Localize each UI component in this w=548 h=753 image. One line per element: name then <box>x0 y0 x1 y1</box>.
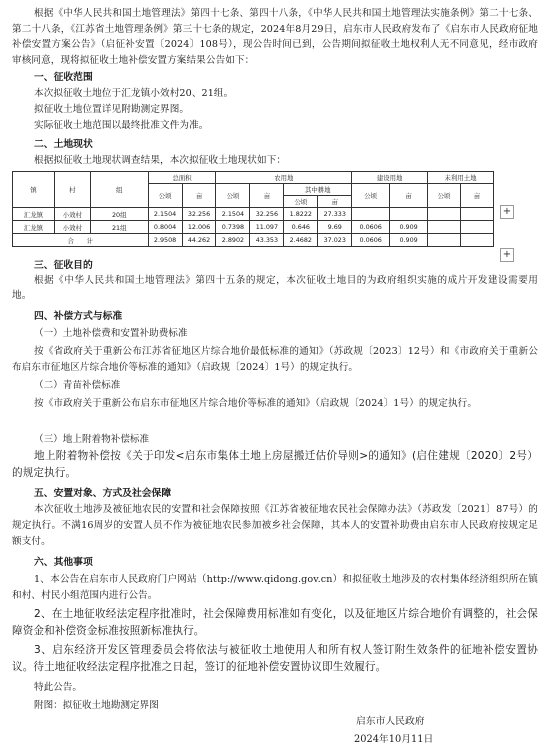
cell-value: 11.097 <box>250 221 284 234</box>
signature-org: 启东市人民政府 <box>356 716 425 727</box>
section-3-text-1: 根据《中华人民共和国土地管理法》第四十五条的规定，本次征收土地目的为政府组织实施的成片开发建设需要用地。 <box>12 275 538 301</box>
unit-mu: 亩 <box>390 184 428 208</box>
section-4-sub-3: （三）地上附着物补偿标准 <box>34 434 150 445</box>
cell-value: 27.333 <box>318 208 352 221</box>
cell-value <box>428 221 461 234</box>
section-1-text-3: 实际征收土地范围以最终批准文件为准。 <box>34 120 209 131</box>
signature-date: 2024年10月11日 <box>354 734 434 745</box>
section-6-text-1: 1、本公告在启东市人民政府门户网站（http://www.qidong.gov.cn）和拟征收土地涉及的农村集体经济组织所在镇和村、村民小组范围内进行公告。 <box>12 574 538 601</box>
header-town: 镇 <box>13 172 55 208</box>
cell-value <box>460 208 493 221</box>
land-status-table <box>12 171 494 247</box>
header-village: 村 <box>54 172 90 208</box>
cell-value <box>428 208 461 221</box>
cell-value: 0.7398 <box>216 221 250 234</box>
cell-value <box>460 221 493 234</box>
cell-group: 20组 <box>90 208 148 221</box>
cell-value: 12.006 <box>182 221 216 234</box>
section-4-heading: 四、补偿方式与标准 <box>34 311 123 322</box>
intro-paragraph: 根据《中华人民共和国土地管理法》第四十七条、第四十八条，《中华人民共和国土地管理法实施条例》第二十七条、第二十八条，《江苏省土地管理条例》第三十七条的规定，2024年8月29日，启东市人民政府发布了《启东市人民政府征地补偿安置方案公告》（启征补安置〔2024〕108号），现公告时间已到，公告期间拟征收土地权利人无不同意见，经市政府审核同意，现将拟征收土地补偿安置方案结果公告如下： <box>12 8 538 66</box>
closing-text: 特此公告。 <box>34 682 82 693</box>
table-expand-icon[interactable]: + <box>500 205 514 219</box>
cell-value: 0.8004 <box>148 221 182 234</box>
cell-value: 32.256 <box>182 208 216 221</box>
cell-value: 32.256 <box>250 208 284 221</box>
cell-value: 2.1504 <box>216 208 250 221</box>
table-total-row <box>13 234 494 247</box>
header-unused-land: 未利用土地 <box>428 172 494 184</box>
unit-hectare: 公顷 <box>148 184 182 208</box>
cell-village: 小效村 <box>54 221 90 234</box>
cell-value: 0.909 <box>390 234 428 247</box>
header-farmland: 其中耕地 <box>284 184 352 196</box>
cell-value <box>352 208 390 221</box>
table-row <box>13 208 494 221</box>
section-3-heading: 三、征收目的 <box>34 260 93 271</box>
cell-value: 0.0606 <box>352 221 390 234</box>
cell-value: 0.646 <box>284 221 318 234</box>
unit-hectare: 公顷 <box>428 184 461 208</box>
section-1-text-2: 拟征收土地位置详见附勘测定界图。 <box>34 104 190 115</box>
unit-mu: 亩 <box>318 196 352 208</box>
cell-value: 2.8902 <box>216 234 250 247</box>
section-4-text-2: 按《市政府关于重新公布启东市征地区片综合地价等标准的通知》（启政规〔2024〕1号）的规定执行。 <box>34 398 478 409</box>
cell-value: 1.8222 <box>284 208 318 221</box>
table-row <box>13 221 494 234</box>
cell-value: 37.023 <box>318 234 352 247</box>
header-group: 组 <box>90 172 148 208</box>
unit-mu: 亩 <box>460 184 493 208</box>
section-4-sub-2: （二）青苗补偿标准 <box>34 380 121 391</box>
section-1-text-1: 本次拟征收土地位于汇龙镇小效村20、21组。 <box>34 88 234 99</box>
section-5-text-1: 本次征收土地涉及被征地农民的安置和社会保障按照《江苏省被征地农民社会保障办法》（苏政发〔2021〕87号）的规定执行。不满16周岁的安置人员不作为被征地农民参加被乡社会保障，其本人的安置补助费由启东市人民政府按规定足额支付。 <box>12 504 538 547</box>
cell-value <box>428 234 461 247</box>
cell-value: 2.9508 <box>148 234 182 247</box>
cell-value <box>390 208 428 221</box>
cell-value: 2.4682 <box>284 234 318 247</box>
section-4-text-1: 按《省政府关于重新公布江苏省征地区片综合地价最低标准的通知》（苏政规〔2023〕12号）和《市政府关于重新公布启东市征地区片综合地价等标准的通知》（启政规〔2024〕1号）的规定执行。 <box>12 346 538 373</box>
unit-hectare: 公顷 <box>216 184 250 208</box>
section-6-text-3: 3、启东经济开发区管理委员会将依法与被征收土地使用人和所有权人签订附生效条件的征地补偿安置协议。待土地征收经法定程序批准之日起，签订的征地补偿安置协议即生效履行。 <box>12 644 538 673</box>
attachment-note: 附图：拟征收土地勘测定界图 <box>34 700 159 711</box>
cell-town: 汇龙镇 <box>13 221 55 234</box>
header-total-area: 总面积 <box>148 172 216 184</box>
cell-group: 21组 <box>90 221 148 234</box>
unit-hectare: 公顷 <box>284 196 318 208</box>
section-6-heading: 六、其他事项 <box>34 557 93 568</box>
section-2-heading: 二、土地现状 <box>34 139 93 150</box>
section-1-heading: 一、征收范围 <box>34 72 93 83</box>
section-6-text-2: 2、在土地征收经法定程序批准时，社会保障费用标准如有变化，以及征地区片综合地价有调整的，社会保障资金和补偿资金标准按照新标准执行。 <box>12 608 538 637</box>
section-4-text-3: 地上附着物补偿按《关于印发<启东市集体土地上房屋搬迁估价导则>的通知》(启住建规〔2020〕2号）的规定执行。 <box>12 450 538 479</box>
cell-value: 9.69 <box>318 221 352 234</box>
cell-value <box>460 234 493 247</box>
unit-mu: 亩 <box>250 184 284 208</box>
header-construction-land: 建设用地 <box>352 172 428 184</box>
cell-value: 44.262 <box>182 234 216 247</box>
unit-hectare: 公顷 <box>352 184 390 208</box>
cell-value: 0.909 <box>390 221 428 234</box>
table-add-row-icon[interactable]: + <box>500 248 514 262</box>
header-agricultural-land: 农用地 <box>216 172 352 184</box>
unit-mu: 亩 <box>182 184 216 208</box>
section-4-sub-1: （一）土地补偿费和安置补助费标准 <box>34 328 188 339</box>
cell-value: 43.353 <box>250 234 284 247</box>
cell-value: 2.1504 <box>148 208 182 221</box>
cell-value: 0.0606 <box>352 234 390 247</box>
cell-total-label: 合 计 <box>13 234 149 247</box>
cell-village: 小效村 <box>54 208 90 221</box>
section-2-text-1: 根据拟征收土地现状调查结果，本次拟征收土地现状如下： <box>34 155 287 166</box>
cell-town: 汇龙镇 <box>13 208 55 221</box>
section-5-heading: 五、安置对象、方式及社会保障 <box>34 488 172 499</box>
